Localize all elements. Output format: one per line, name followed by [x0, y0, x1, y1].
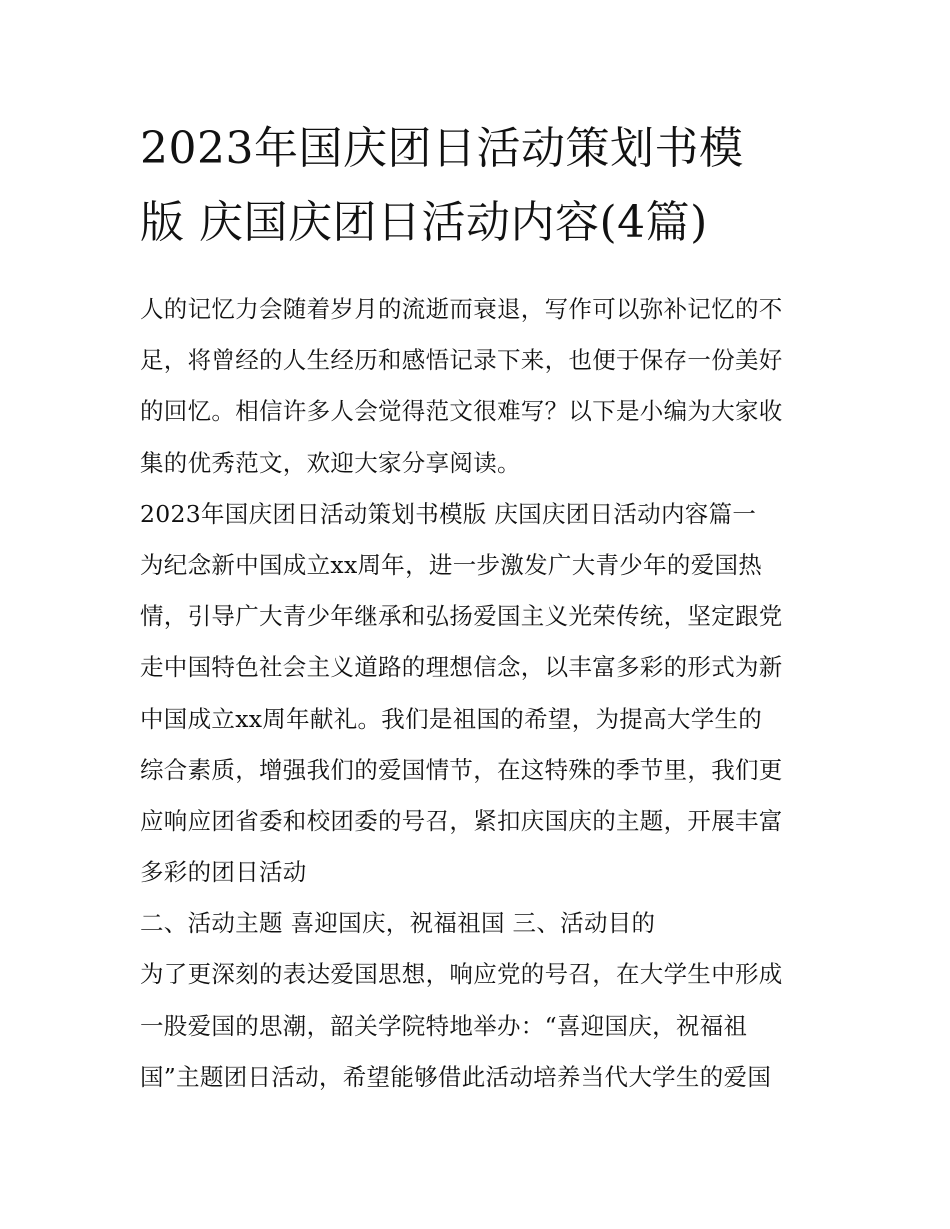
body-line: 人的记忆力会随着岁月的流逝而衰退，写作可以弥补记忆的不 [140, 295, 783, 323]
body-line: 为纪念新中国成立xx周年，进一步激发广大青少年的爱国热 [140, 550, 763, 579]
body-line: 的回忆。相信许多人会觉得范文很难写？以下是小编为大家收 [140, 397, 783, 426]
section-heading: 二、活动主题 喜迎国庆，祝福祖国 三、活动目的 [140, 909, 656, 938]
section-heading: 2023年国庆团日活动策划书模版 庆国庆团日活动内容篇一 [140, 499, 757, 528]
body-line: 为了更深刻的表达爱国思想，响应党的号召，在大学生中形成 [140, 960, 783, 989]
body-line: 综合素质，增强我们的爱国情节，在这特殊的季节里，我们更 [140, 755, 783, 784]
body-line: 多彩的团日活动 [140, 858, 307, 887]
title-line: 版 庆国庆团日活动内容(4篇) [140, 197, 708, 248]
body-line: 情，引导广大青少年继承和弘扬爱国主义光荣传统，坚定跟党 [140, 602, 783, 631]
body-line: 一股爱国的思潮，韶关学院特地举办：“喜迎国庆，祝福祖 [140, 1011, 748, 1040]
body-line: 应响应团省委和校团委的号召，紧扣庆国庆的主题，开展丰富 [140, 806, 783, 835]
body-line: 集的优秀范文，欢迎大家分享阅读。 [140, 448, 521, 477]
body-line: 国”主题团日活动，希望能够借此活动培养当代大学生的爱国 [140, 1062, 772, 1091]
document-title [140, 112, 820, 260]
body-line: 走中国特色社会主义道路的理想信念，以丰富多彩的形式为新 [140, 653, 783, 682]
title-line: 2023年国庆团日活动策划书模 [140, 123, 744, 174]
document-body [140, 284, 820, 1103]
body-line: 中国成立xx周年献礼。我们是祖国的希望，为提高大学生的 [140, 704, 763, 733]
body-line: 足，将曾经的人生经历和感悟记录下来，也便于保存一份美好 [140, 346, 783, 375]
